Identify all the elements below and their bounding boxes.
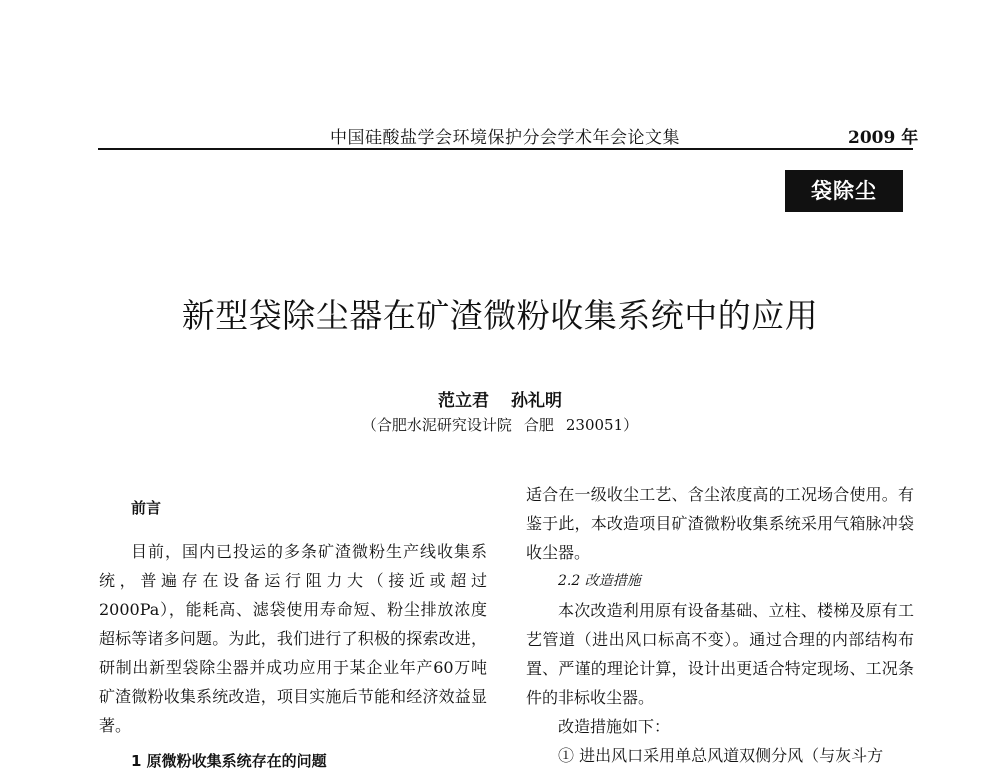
author-name: 孙礼明 — [511, 391, 562, 411]
affiliation-postcode: 230051） — [565, 416, 639, 434]
body-paragraph: 本次改造利用原有设备基础、立柱、楼梯及原有工艺管道（进出风口标高不变）。通过合理的内部结构布置、严谨的理论计算，设计出更适合特定现场、工况条件的非标收尘器。 — [526, 601, 914, 707]
section-heading-problems: 1 原微粉收集系统存在的问题 — [131, 752, 327, 770]
author-list — [0, 386, 1000, 411]
left-column — [99, 494, 487, 740]
author-affiliation — [0, 414, 1000, 435]
subsection-heading: 2.2 改造措施 — [558, 573, 641, 589]
journal-header: 中国硅酸盐学会环境保护分会学术年会论文集 — [330, 128, 680, 148]
journal-year: 2009 年 — [848, 128, 919, 148]
affiliation-org: （合肥水泥研究设计院 — [361, 416, 512, 434]
preface-paragraph: 目前，国内已投运的多条矿渣微粉生产线收集系统，普遍存在设备运行阻力大（接近或超过2000Pa），能耗高、滤袋使用寿命短、粉尘排放浓度超标等诸多问题。为此，我们进行了积极的探索改进，研制出新型袋除尘器并成功应用于某企业年产60万吨矿渣微粉收集系统改造，项目实施后节能和经济效益显著。 — [99, 542, 487, 735]
section-heading-preface: 前言 — [131, 499, 162, 517]
header-divider — [98, 148, 913, 150]
measure-item: ① 进出风口采用单总风道双侧分风（与灰斗方 — [558, 746, 884, 765]
author-name: 范立君 — [438, 391, 489, 411]
article-title: 新型袋除尘器在矿渣微粉收集系统中的应用 — [181, 296, 819, 335]
measures-intro: 改造措施如下： — [558, 717, 671, 736]
affiliation-city: 合肥 — [523, 416, 554, 434]
body-paragraph: 适合在一级收尘工艺、含尘浓度高的工况场合使用。有鉴于此，本改造项目矿渣微粉收集系统采用气箱脉冲袋收尘器。 — [526, 485, 914, 562]
category-tag: 袋除尘 — [785, 170, 903, 212]
right-column — [526, 480, 914, 770]
